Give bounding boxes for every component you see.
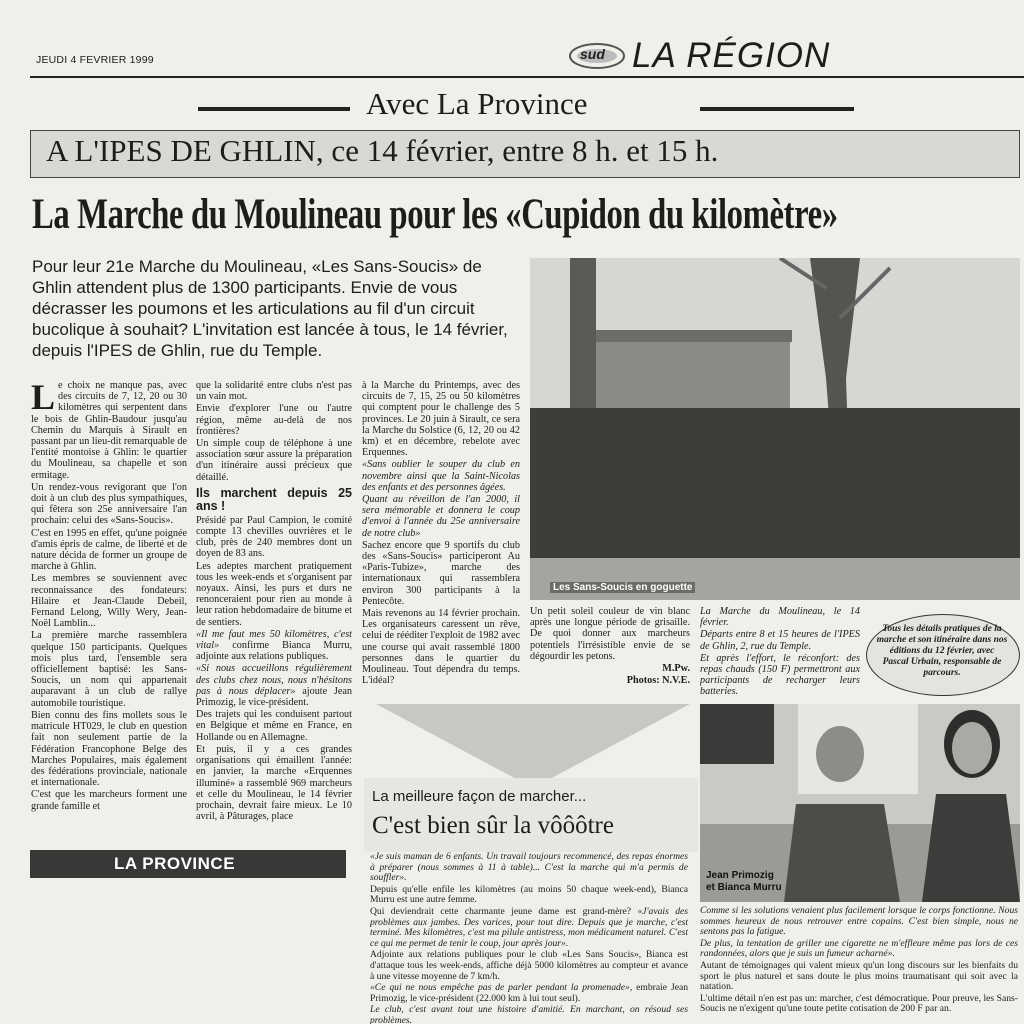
paragraph: que la solidarité entre clubs n'est pas un vain mot. (196, 380, 352, 403)
quote: «Si nous accueillons régulièrement des clubs chez nous, nous n'hésitons pas à nous déplacer» (196, 663, 352, 697)
quote: «Il me faut mes 50 kilomètres, c'est vital» (196, 628, 352, 652)
kicker-rule-right (700, 107, 854, 111)
article-column-4 (530, 606, 690, 698)
paragraph: Mais revenons au 14 février prochain. Les organisateurs caressent un rêve, celui de rééditer l'exploit de 1982 avec une course qui avait rassemblé 1800 personnes dans le quartier du Moulineau. Tout dépendra du temps. L'idéal? (362, 608, 520, 687)
portrait-caption-line2: et Bianca Murru (706, 882, 782, 893)
paragraph: Bien connu des fins mollets sous le matricule HT029, le club en question fait non seulement partie de la Fédération Francophone Belge des Marches Populaires, mais également des fédérations provinciale, nationale et internationale. (31, 709, 187, 789)
paragraph: Autant de témoignages qui valent mieux qu'un long discours sur les bienfaits du sport le plus naturel et sans doute le plus moins traumatisant qui soit avec la natation. (700, 959, 1018, 993)
subheading: Ils marchent depuis 25 ans ! (196, 485, 352, 513)
paragraph: Un petit soleil couleur de vin blanc après une longue période de grisaille. De quoi donner aux marcheurs potentiels l'irrésistible envie de se dégourdir les petons. (530, 606, 690, 662)
paragraph: Présidé par Paul Campion, le comité compte 13 chevilles ouvrières et le club, près de 240 membres dont un doyen de 83 ans. (196, 514, 352, 560)
paragraph: Départs entre 8 et 15 heures de l'IPES de Ghlin, 2, rue du Temple. (700, 629, 860, 652)
paragraph: confirme Bianca Murru, adjointe aux relations publiques. (196, 640, 352, 663)
sidebar-title: C'est bien sûr la vôôôtre (372, 812, 614, 839)
paragraph: Adjointe aux relations publiques pour le club «Les Sans Soucis», Bianca est d'attaque tous les week-ends, affiche déjà 5000 kilomètres au compteur et avance à une vitesse moyenne de 7 km/h. (370, 949, 688, 982)
article-column-3 (362, 380, 520, 700)
quote: «Je suis maman de 6 enfants. Un travail toujours recommencé, des repas énormes à préparer (nous sommes à 11 à table)... C'est la marche qui m'a permis de souffler». (370, 852, 688, 884)
practical-info (700, 606, 860, 698)
paragraph: Depuis qu'elle enfile les kilomètres (au moins 50 chaque week-end), Bianca Murru est une autre femme. (370, 883, 688, 906)
quote: De plus, la tentation de griller une cigarette ne m'effleure même pas lors de ces randonnées, alors que je suis un fumeur acharné». (700, 937, 1018, 960)
footer-label: LA PROVINCE (114, 854, 236, 873)
paragraph: Et puis, il y a ces grandes organisations qui émaillent l'année: en janvier, la marche «Erquennes illuminé» a rassemblé 969 marcheurs et celle du Moulineau, le 14 février prochain, devrait faire mieux. Le 10 avril, à Pâturages, place (196, 743, 352, 823)
paragraph: La première marche rassemblera quelque 150 participants. Quelques mois plus tard, l'ensemble sera officiellement baptisé: les Sans-Soucis, un nom qui appartenait auparavant à un club de rallye automobile touristique. (31, 630, 187, 709)
sud-logo-text: sud (580, 46, 605, 62)
edition-date: JEUDI 4 FEVRIER 1999 (36, 54, 154, 66)
photo-credit: Photos: N.V.E. (626, 675, 690, 687)
group-photo-caption: Les Sans-Soucis en goguette (550, 582, 695, 593)
portrait-caption-line1: Jean Primozig (706, 870, 774, 881)
paragraph: Un simple coup de téléphone à une association sœur assure la préparation d'un itinéraire aussi précieux que détaillé. (196, 438, 352, 483)
article-column-2 (196, 380, 352, 840)
sidebar-column-1 (370, 852, 688, 1024)
drop-cap: L (31, 380, 56, 417)
kicker: Avec La Province (366, 86, 588, 121)
paragraph: à la Marche du Printemps, avec des circuits de 7, 15, 25 ou 50 kilomètres qui comptent pour le challenge des 5 provinces. Le 20 juin à Sirault, ce sera la Marche du Solstice (6, 12, 20 ou 42 km) et en décembre, rebelote avec Erquennes. (362, 380, 520, 459)
headline: La Marche du Moulineau pour les «Cupidon du kilomètre» (32, 191, 838, 238)
article-column-1 (31, 380, 187, 842)
sud-logo (568, 40, 626, 72)
quote: «Ce qui ne nous empêche pas de parler pendant la promenade», (370, 982, 633, 994)
paragraph: L'ultime détail n'en est pas un: marcher, c'est démocratique. Pour preuve, les Sans-Soucis ne n'exigent qu'une toute petite cotisation de 200 F par an. (700, 992, 1018, 1015)
sidebar-column-2 (700, 906, 1018, 1024)
quote: Comme si les solutions venaient plus facilement lorsque le corps fonctionne. Nous sommes heureux de nous retrouver entre copains. C'est bien simple, nous ne sentons pas la fatigue. (700, 906, 1018, 938)
portrait-photo (700, 704, 1020, 902)
overline: A L'IPES DE GHLIN, ce 14 février, entre 8 h. et 15 h. (46, 133, 719, 168)
paragraph: Des trajets qui les conduisent partout en Belgique et même en France, en Hollande ou en Allemagne. (196, 709, 352, 743)
paragraph: Et après l'effort, le réconfort: des repas chauds (150 F) permettront aux participants de recharger leurs batteries. (700, 652, 860, 698)
section-title: LA RÉGION (632, 36, 831, 75)
paragraph: La Marche du Moulineau, le 14 février. (700, 606, 860, 629)
paragraph: Les membres se souviennent avec reconnaissance des fondateurs: Hilaire et Jean-Claude Debeil, Fernand Lelong, Willy Wery, Jean-Noël Lamblin... (31, 573, 187, 630)
details-oval-text: Tous les détails pratiques de la marche et son itinéraire dans nos éditions du 12 février, avec Pascal Urbain, responsable de parcours. (876, 624, 1008, 678)
paragraph: C'est en 1995 en effet, qu'une poignée d'amis épris de calme, de liberté et de nature décida de former un groupe de marche à Ghlin. (31, 527, 187, 573)
paragraph: ajoute Jean Primozig, le vice-président. (196, 685, 352, 709)
kicker-rule-left (198, 107, 350, 111)
paragraph: Envie d'explorer l'une ou l'autre région, même au-delà de nos frontières? (196, 403, 352, 437)
group-photo (530, 258, 1020, 600)
paragraph: Sachez encore que 9 sportifs du club des «Sans-Soucis» participeront Au «Paris-Tubize», marche des internationaux qui rassemblera environ 300 participants à la Pentecôte. (362, 539, 520, 607)
paragraph: Un rendez-vous revigorant que l'on doit à un club des plus sympathiques, qui fêtera son 25e anniversaire l'an prochain: celui des «Sans-Soucis». (31, 481, 187, 527)
paragraph: embraie Jean Primozig, le vice-président (22.000 km à lui tout seul). (370, 982, 688, 1004)
paragraph: e choix ne manque pas, avec des circuits de 7, 12, 20 ou 30 kilomètres qui serpentent dans le bois de Ghlin-Baudour jusqu'au Chemin du Marquis à Sirault en passant par un lieu-dit remarquable de l'entité montoise à Ghlin: le quartier du Moulineau, sa chapelle et son ermitage. (31, 380, 187, 481)
sidebar-kicker: La meilleure façon de marcher... (372, 788, 587, 805)
sidebar-triangle (376, 704, 690, 788)
masthead-rule (30, 76, 1024, 78)
quote: Quant au réveillon de l'an 2000, il sera mémorable et donnera le coup d'envoi à l'année du 25e anniversaire de notre club» (362, 494, 520, 539)
quote: «Sans oublier le souper du club en novembre ainsi que la Saint-Nicolas des enfants et des personnes âgées. (362, 459, 520, 493)
lead-paragraph: Pour leur 21e Marche du Moulineau, «Les Sans-Soucis» de Ghlin attendent plus de 1300 participants. Envie de vous décrasser les poumons et les articulations au fil d'un circuit bucolique à souhait? L'invitation est lancée à tous, le 14 février, depuis l'IPES de Ghlin, rue du Temple. (32, 257, 508, 360)
paragraph: Qui deviendrait cette charmante jeune dame est grand-mère? (370, 905, 632, 917)
byline: M.Pw. (662, 663, 690, 675)
quote: «J'avais des problèmes aux jambes. Des varices, pour tout dire. Depuis que je marche, c'est terminé. Mes kilomètres, c'est ma pilule antistress, mon médicament naturel. C'est ce qui me permet de tenir le coup, jour après jour». (370, 905, 688, 949)
quote: Le club, c'est avant tout une histoire d'amitié. En marchant, on résoud ses problèmes. (370, 1004, 688, 1024)
paragraph: C'est que les marcheurs forment une grande famille et (31, 789, 187, 812)
paragraph: Les adeptes marchent pratiquement tous les week-ends et s'organisent par noyaux. Ainsi, les purs et durs ne renonceraient pour rien au monde à leur ration hebdomadaire de bitume et de sentiers. (196, 560, 352, 628)
